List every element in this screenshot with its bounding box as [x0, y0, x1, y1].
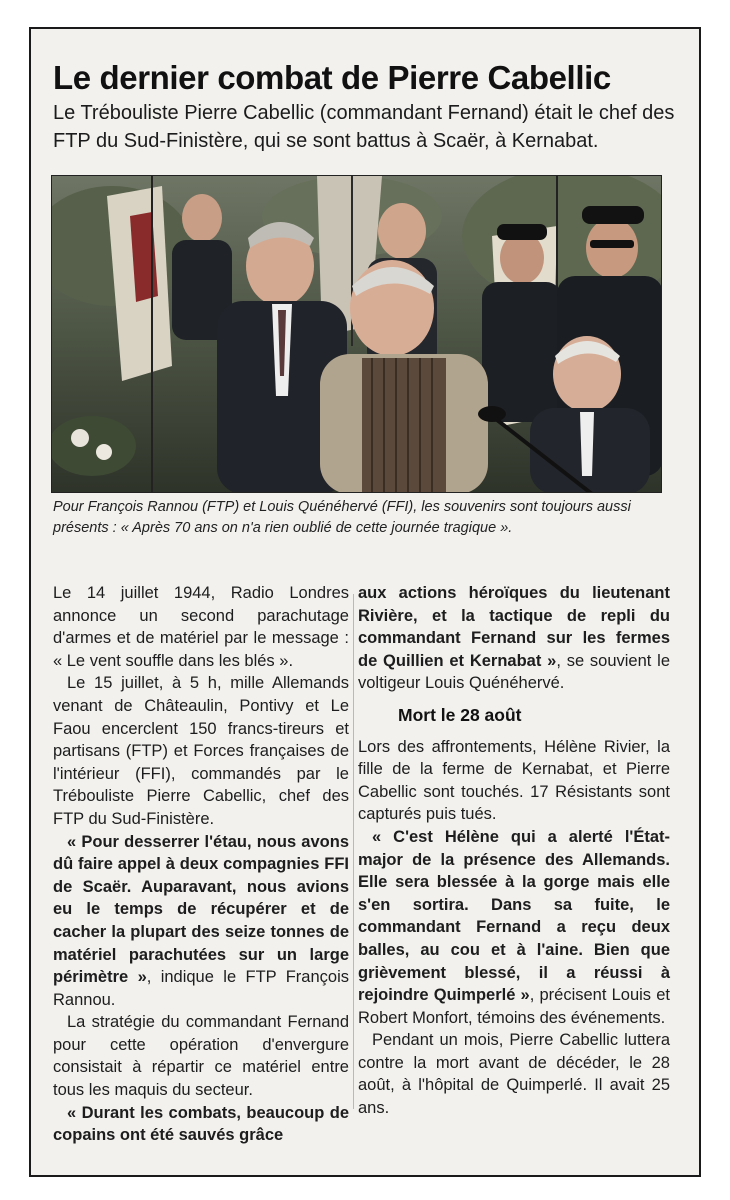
quote-attribution: , se souvient le voltigeur Louis Quénéhervé.: [358, 651, 671, 693]
standfirst: Le Tréboulistе Pierre Cabellic (commandant Fernand) était le chef des FTP du Sud-Finistère, qui se sont battus à Scaër, à Kernabat.: [53, 102, 675, 152]
quote-attribution: , indique le FTP François Rannou.: [53, 968, 349, 1009]
quote-rannou: « Pour desserrer l'étau, nous avons dû faire appel à deux compagnies FFI de Scaër. Auparavant, nous avions eu le temps de récupérer et de cacher la plupart des seize tonnes de matériel parachutées sur un large périmètre »: [53, 832, 349, 987]
paragraph-3: [53, 831, 349, 1012]
photo-caption: Pour François Rannou (FTP) et Louis Quénéhervé (FFI), les souvenirs sont toujours aussi présents : « Après 70 ans on n'a rien oublié de cette journée tragique ».: [53, 499, 631, 536]
paragraph-8: [358, 826, 670, 1029]
paragraph-5: « Durant les combats, beaucoup de copains ont été sauvés grâce: [53, 1103, 349, 1145]
photo-illustration: [52, 176, 662, 493]
text-column-right: [358, 582, 670, 1120]
subheading: Mort le 28 août: [398, 704, 522, 725]
paragraph-1: Le 14 juillet 1944, Radio Londres annonce un second parachutage d'armes et de matériel par le message : « Le vent souffle dans les blés ».: [53, 584, 349, 670]
quote-monfort: « C'est Hélène qui a alerté l'État-major de la présence des Allemands. Elle sera blessée à la gorge mais elle s'en sortira. Dans sa fuite, le commandant Fernand a reçu deux balles, au cou et à l'aine. Bien que grièvement blessé, il a réussi à rejoindre Quimperlé »: [358, 827, 670, 1005]
paragraph-7: Lors des affrontements, Hélène Rivier, la fille de la ferme de Kernabat, et Pierre Cabellic sont touchés. 17 Résistants sont capturés puis tués.: [358, 737, 670, 824]
column-divider: [353, 594, 354, 1109]
headline: Le dernier combat de Pierre Cabellic: [53, 59, 611, 96]
quote-attribution: , précisent Louis et Robert Monfort, témoins des événements.: [358, 986, 670, 1027]
paragraph-9: Pendant un mois, Pierre Cabellic luttera contre la mort avant de décéder, le 28 août, à l'hôpital de Quimperlé. Il avait 25 ans.: [358, 1031, 670, 1118]
newspaper-clipping: [29, 27, 701, 1177]
text-column-left: [53, 582, 349, 1147]
paragraph-2: Le 15 juillet, à 5 h, mille Allemands venant de Châteaulin, Pontivy et Le Faou encerclent 150 francs-tireurs et partisans (FTP) et Forces françaises de l'intérieur (FFI), commandés par le Tréboulistе Pierre Cabellic, chef des FTP du Sud-Finistère.: [53, 674, 349, 828]
paragraph-4: La stratégie du commandant Fernand pour cette opération d'envergure consistait à répartir ce matériel entre tous les maquis du secteur.: [53, 1013, 349, 1100]
paragraph-6: [358, 582, 670, 695]
article-photo: [51, 175, 662, 493]
quote-quenenerve: aux actions héroïques du lieutenant Rivière, et la tactique de repli du commandant Fernand sur les fermes de Quillien et Kernabat »: [358, 584, 670, 670]
